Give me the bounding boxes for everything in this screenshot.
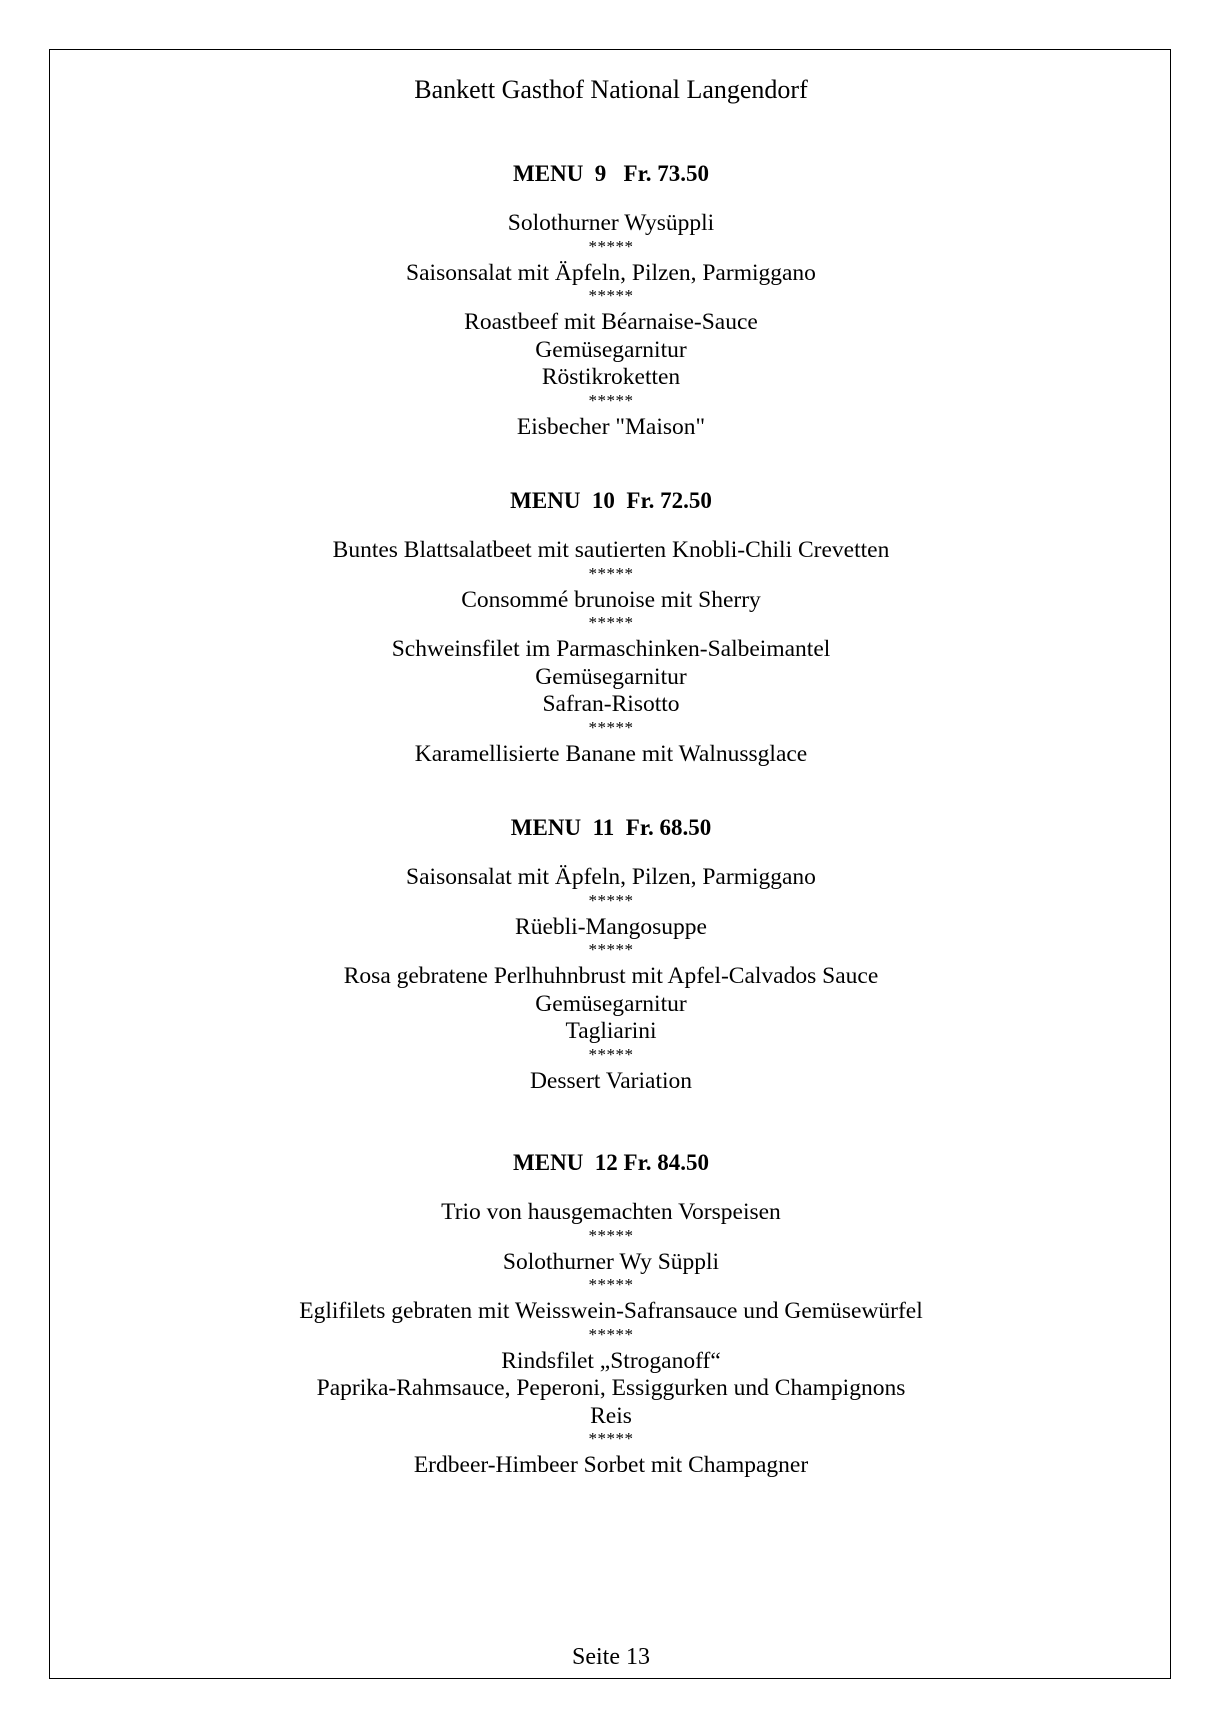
- menu-section: [0, 156, 1222, 441]
- menu-title: MENU 9 Fr. 73.50: [513, 161, 709, 186]
- course-separator: *****: [588, 1275, 634, 1294]
- course-line: Paprika-Rahmsauce, Peperoni, Essiggurken und Champignons: [316, 1375, 906, 1401]
- document-title: Bankett Gasthof National Langendorf: [414, 75, 808, 104]
- course-separator: *****: [588, 1044, 634, 1064]
- course-line: Erdbeer-Himbeer Sorbet mit Champagner: [413, 1452, 809, 1478]
- menu-title: MENU 11 Fr. 68.50: [510, 815, 712, 840]
- menu-courses: [0, 537, 1222, 768]
- course-line: Gemüsegarnitur: [535, 336, 687, 363]
- course-line: Dessert Variation: [529, 1067, 693, 1094]
- course-separator: *****: [588, 1225, 634, 1245]
- course-line: Rosa gebratene Perlhuhnbrust mit Apfel-Calvados Sauce: [343, 963, 879, 989]
- menu-section: [0, 1145, 1222, 1480]
- course-line: Solothurner Wy Süppli: [502, 1248, 720, 1275]
- course-line: Buntes Blattsalatbeet mit sautierten Knobli-Chili Crevetten: [332, 537, 890, 563]
- menu-section: [0, 483, 1222, 768]
- course-line: Karamellisierte Banane mit Walnussglace: [414, 740, 808, 767]
- course-line: Trio von hausgemachten Vorspeisen: [441, 1199, 781, 1225]
- course-line: Saisonsalat mit Äpfeln, Pilzen, Parmiggano: [406, 259, 816, 286]
- menu-title: MENU 12 Fr. 84.50: [513, 1150, 709, 1175]
- course-line: Solothurner Wysüppli: [507, 210, 715, 236]
- course-line: Reis: [590, 1402, 632, 1429]
- menu-courses: [0, 864, 1222, 1095]
- course-separator: *****: [588, 1324, 634, 1344]
- course-line: Eglifilets gebraten mit Weisswein-Safransauce und Gemüsewürfel: [299, 1298, 923, 1324]
- course-separator: *****: [588, 717, 634, 737]
- course-separator: *****: [588, 390, 634, 410]
- course-line: Schweinsfilet im Parmaschinken-Salbeimantel: [391, 636, 831, 662]
- course-separator: *****: [588, 563, 634, 583]
- menu-section: [0, 810, 1222, 1095]
- course-separator: *****: [588, 236, 634, 256]
- course-line: Consommé brunoise mit Sherry: [461, 586, 761, 613]
- page-number: Seite 13: [572, 1644, 650, 1670]
- course-separator: *****: [588, 1429, 634, 1448]
- course-line: Eisbecher "Maison": [516, 413, 706, 440]
- menu-courses: [0, 1199, 1222, 1480]
- course-separator: *****: [588, 286, 634, 305]
- course-line: Roastbeef mit Béarnaise-Sauce: [464, 309, 758, 335]
- menu-courses: [0, 210, 1222, 441]
- course-line: Gemüsegarnitur: [535, 990, 687, 1017]
- course-line: Tagliarini: [565, 1018, 657, 1044]
- course-line: Gemüsegarnitur: [535, 663, 687, 690]
- menu-title: MENU 10 Fr. 72.50: [510, 488, 712, 513]
- course-separator: *****: [588, 940, 634, 959]
- course-line: Röstikroketten: [541, 364, 681, 390]
- course-line: Safran-Risotto: [542, 691, 680, 717]
- course-line: Saisonsalat mit Äpfeln, Pilzen, Parmiggano: [406, 864, 816, 890]
- course-separator: *****: [588, 613, 634, 632]
- course-separator: *****: [588, 890, 634, 910]
- course-line: Rindsfilet „Stroganoff“: [501, 1347, 721, 1374]
- menu-list: [0, 156, 1222, 1480]
- course-line: Rüebli-Mangosuppe: [515, 913, 707, 940]
